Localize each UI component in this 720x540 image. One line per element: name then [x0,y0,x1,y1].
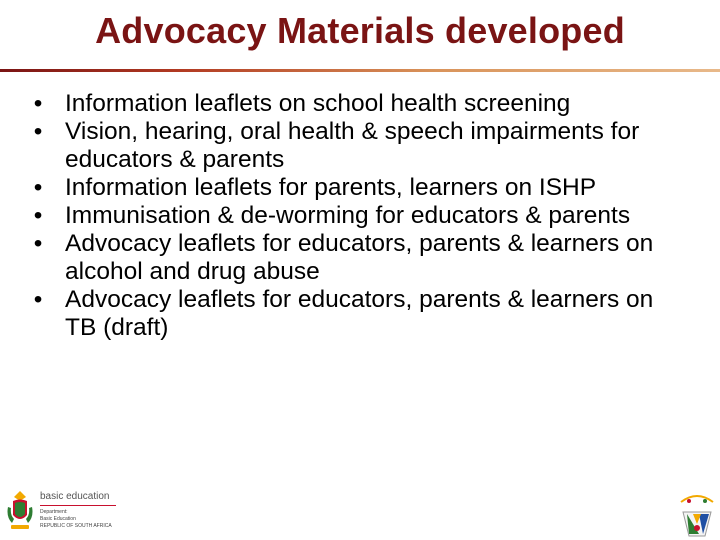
bullet-dot: • [33,202,43,229]
basic-education-logo [0,487,125,537]
bullet-dot: • [33,174,43,201]
bullet-item [28,118,668,174]
bullet-item [28,90,668,118]
bullet-item [28,230,668,286]
bullet-item [28,202,668,230]
bullet-text: Information leaflets on school health screening [65,90,571,117]
bullet-dot: • [33,230,43,257]
bullet-text: Advocacy leaflets for educators, parents & learners on alcohol and drug abuse [65,230,654,285]
bullet-dot: • [33,286,43,313]
bullet-text: Advocacy leaflets for educators, parents & learners on TB (draft) [65,286,654,341]
bullet-item [28,174,668,202]
bullet-dot: • [33,118,43,145]
bullet-item [28,286,668,342]
brand-divider [40,505,116,506]
anniversary-emblem-icon [675,490,719,538]
bullet-text: Vision, hearing, oral health & speech impairments for educators & parents [65,118,640,173]
bullet-dot: • [33,90,43,117]
bullet-list [28,90,668,342]
bullet-text: Information leaflets for parents, learners on ISHP [65,174,597,201]
coat-of-arms-icon [4,489,36,533]
title-underline [0,69,720,72]
brand-name: basic education [40,491,110,502]
department-line: Basic Education [40,516,76,522]
department-line: Department: [40,509,68,515]
department-line: REPUBLIC OF SOUTH AFRICA [40,523,112,529]
bullet-text: Immunisation & de-worming for educators & parents [65,202,631,229]
slide-title: Advocacy Materials developed [95,10,625,51]
